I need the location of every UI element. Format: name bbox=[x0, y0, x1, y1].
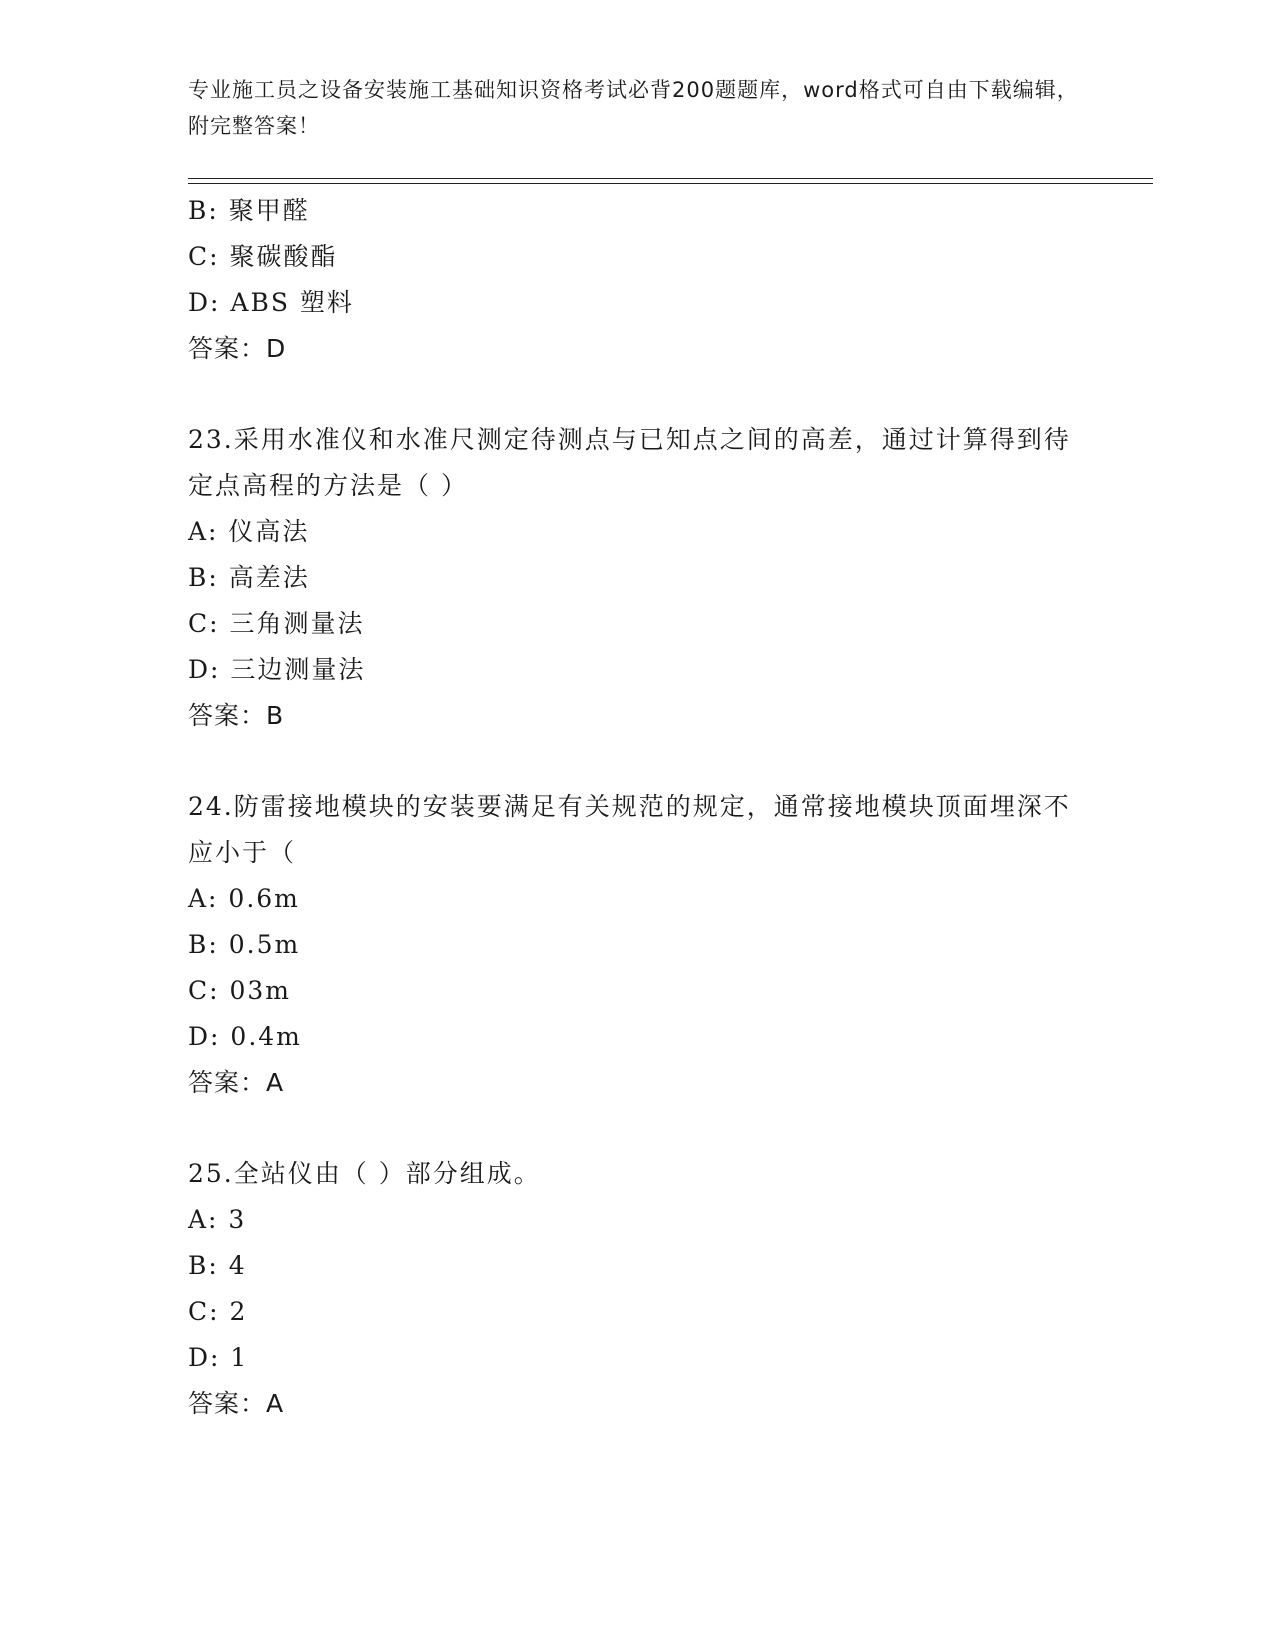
option-a: A: 3 bbox=[188, 1205, 247, 1234]
answer-line: 答案：B bbox=[188, 701, 285, 730]
option-b: B: 高差法 bbox=[188, 563, 310, 592]
question-text: 23.采用水准仪和水准尺测定待测点与已知点之间的高差，通过计算得到待定点高程的方法是（ ） bbox=[188, 425, 1071, 500]
option-b: B: 4 bbox=[188, 1251, 247, 1280]
question-25 bbox=[188, 1151, 1088, 1427]
option-c: C: 03m bbox=[188, 976, 292, 1005]
header-divider-bottom bbox=[188, 183, 1153, 184]
question-text: 24.防雷接地模块的安装要满足有关规范的规定，通常接地模块顶面埋深不应小于（ bbox=[188, 792, 1071, 867]
answer-line: 答案：A bbox=[188, 1068, 285, 1097]
question-24 bbox=[188, 784, 1088, 1106]
option-b: B: 聚甲醛 bbox=[188, 196, 310, 225]
option-d: D: ABS 塑料 bbox=[188, 288, 354, 317]
question-content bbox=[188, 188, 1088, 1427]
option-d: D: 0.4m bbox=[188, 1022, 302, 1051]
question-22-continued bbox=[188, 188, 1088, 372]
option-c: C: 三角测量法 bbox=[188, 609, 365, 638]
option-a: A: 0.6m bbox=[188, 884, 300, 913]
option-d: D: 1 bbox=[188, 1343, 249, 1372]
option-c: C: 2 bbox=[188, 1297, 248, 1326]
document-header bbox=[188, 72, 1088, 144]
question-23 bbox=[188, 417, 1088, 739]
answer-line: 答案：D bbox=[188, 334, 287, 363]
spacer bbox=[188, 1106, 1088, 1151]
option-b: B: 0.5m bbox=[188, 930, 301, 959]
spacer bbox=[188, 372, 1088, 417]
header-text: 专业施工员之设备安装施工基础知识资格考试必背200题题库，word格式可自由下载编辑，附完整答案！ bbox=[188, 78, 1079, 138]
option-c: C: 聚碳酸酯 bbox=[188, 242, 338, 271]
option-a: A: 仪高法 bbox=[188, 517, 310, 546]
option-d: D: 三边测量法 bbox=[188, 655, 366, 684]
spacer bbox=[188, 739, 1088, 784]
header-divider-top bbox=[188, 178, 1153, 179]
question-text: 25.全站仪由（ ）部分组成。 bbox=[188, 1159, 541, 1188]
answer-line: 答案：A bbox=[188, 1389, 285, 1418]
